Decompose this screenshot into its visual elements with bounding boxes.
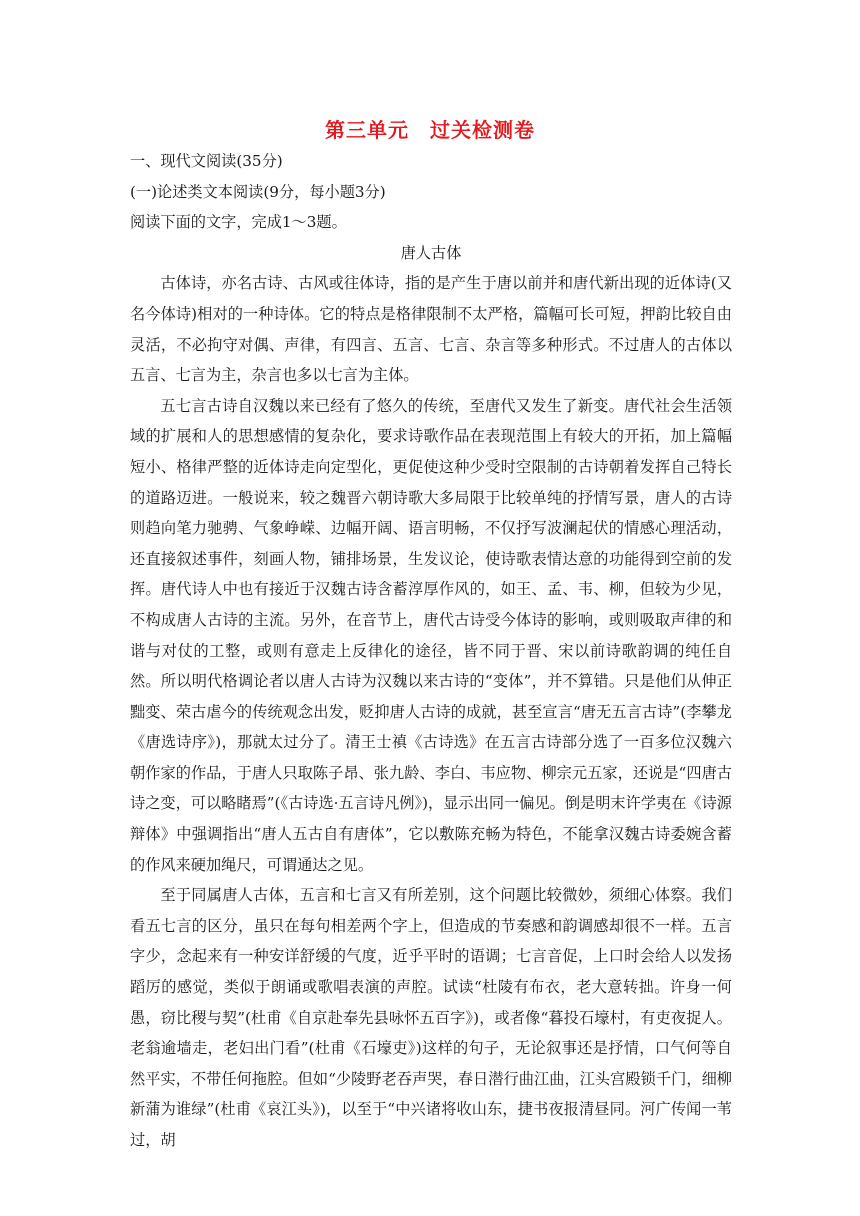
article-title: 唐人古体 xyxy=(400,243,462,262)
page-title: 第三单元 过关检测卷 xyxy=(325,118,535,142)
article-paragraph-1: 古体诗，亦名古诗、古风或往体诗，指的是产生于唐以前并和唐代新出现的近体诗(又名今体诗)相对的一种诗体。它的特点是格律限制不太严格，篇幅可长可短，押韵比较自由灵活，不必拘守对偶、声律，有四言、五言、七言、杂言等多种形式。不过唐人的古体以五言、七言为主，杂言也多以七言为主体。 xyxy=(130,274,732,385)
reading-instruction: 阅读下面的文字，完成1～3题。 xyxy=(130,213,347,232)
section-heading: 一、现代文阅读(35分) xyxy=(130,152,283,170)
article-paragraph-2: 五七言古诗自汉魏以来已经有了悠久的传统，至唐代又发生了新变。唐代社会生活领域的扩展和人的思想感情的复杂化，要求诗歌作品在表现范围上有较大的开拓，加上篇幅短小、格律严整的近体诗走向定型化，更促使这种少受时空限制的古诗朝着发挥自己特长的道路迈进。一般说来，较之魏晋六朝诗歌大多局限于比较单纯的抒情写景，唐人的古诗则趋向笔力驰骋、气象峥嵘、边幅开阔、语言明畅，不仅抒写波澜起伏的情感心理活动，还直接叙述事件，刻画人物，铺排场景，生发议论，使诗歌表情达意的功能得到空前的发挥。唐代诗人中也有接近于汉魏古诗含蓄淳厚作风的，如王、孟、韦、柳，但较为少见，不构成唐人古诗的主流。另外，在音节上，唐代古诗受今体诗的影响，或则吸取声律的和谐与对仗的工整，或则有意走上反律化的途径，皆不同于晋、宋以前诗歌韵调的纯任自然。所以明代格调论者以唐人古诗为汉魏以来古诗的“变体”，并不算错。只是他们从伸正黜变、荣古虐今的传统观念出发，贬抑唐人古诗的成就，甚至宣言“唐无五言古诗”(李攀龙《唐选诗序》)，那就太过分了。清王士禛《古诗选》在五言古诗部分选了一百多位汉魏六朝作家的作品，于唐人只取陈子昂、张九龄、李白、韦应物、柳宗元五家，还说是“四唐古诗之变，可以略睹焉”(《古诗选·五言诗凡例》)，显示出同一偏见。倒是明末许学夷在《诗源辩体》中强调指出“唐人五古自有唐体”，它以敷陈充畅为特色，不能拿汉魏古诗委婉含蓄的作风来硬加绳尺，可谓通达之见。 xyxy=(130,396,732,874)
subsection-heading: (一)论述类文本阅读(9分，每小题3分) xyxy=(130,182,386,201)
article-paragraph-3: 至于同属唐人古体，五言和七言又有所差别，这个问题比较微妙，须细心体察。我们看五七言的区分，虽只在每句相差两个字上，但造成的节奏感和韵调感却很不一样。五言字少，念起来有一种安详舒缓的气度，近乎平时的语调；七言音促，上口时会给人以发扬蹈厉的感觉，类似于朗诵或歌唱表演的声腔。试读“杜陵有布衣，老大意转拙。许身一何愚，窃比稷与契”(杜甫《自京赴奉先县咏怀五百字》)，或者像“暮投石壕村，有吏夜捉人。老翁逾墙走，老妇出门看”(杜甫《石壕吏》)这样的句子，无论叙事还是抒情，口气何等自然平实，不带任何拖腔。但如“少陵野老吞声哭，春日潜行曲江曲，江头宫殿锁千门，细柳新蒲为谁绿”(杜甫《哀江头》)，以至于“中兴诸将收山东，捷书夜报清昼同。河广传闻一苇过，胡 xyxy=(130,886,732,1149)
document-body xyxy=(130,146,732,1156)
